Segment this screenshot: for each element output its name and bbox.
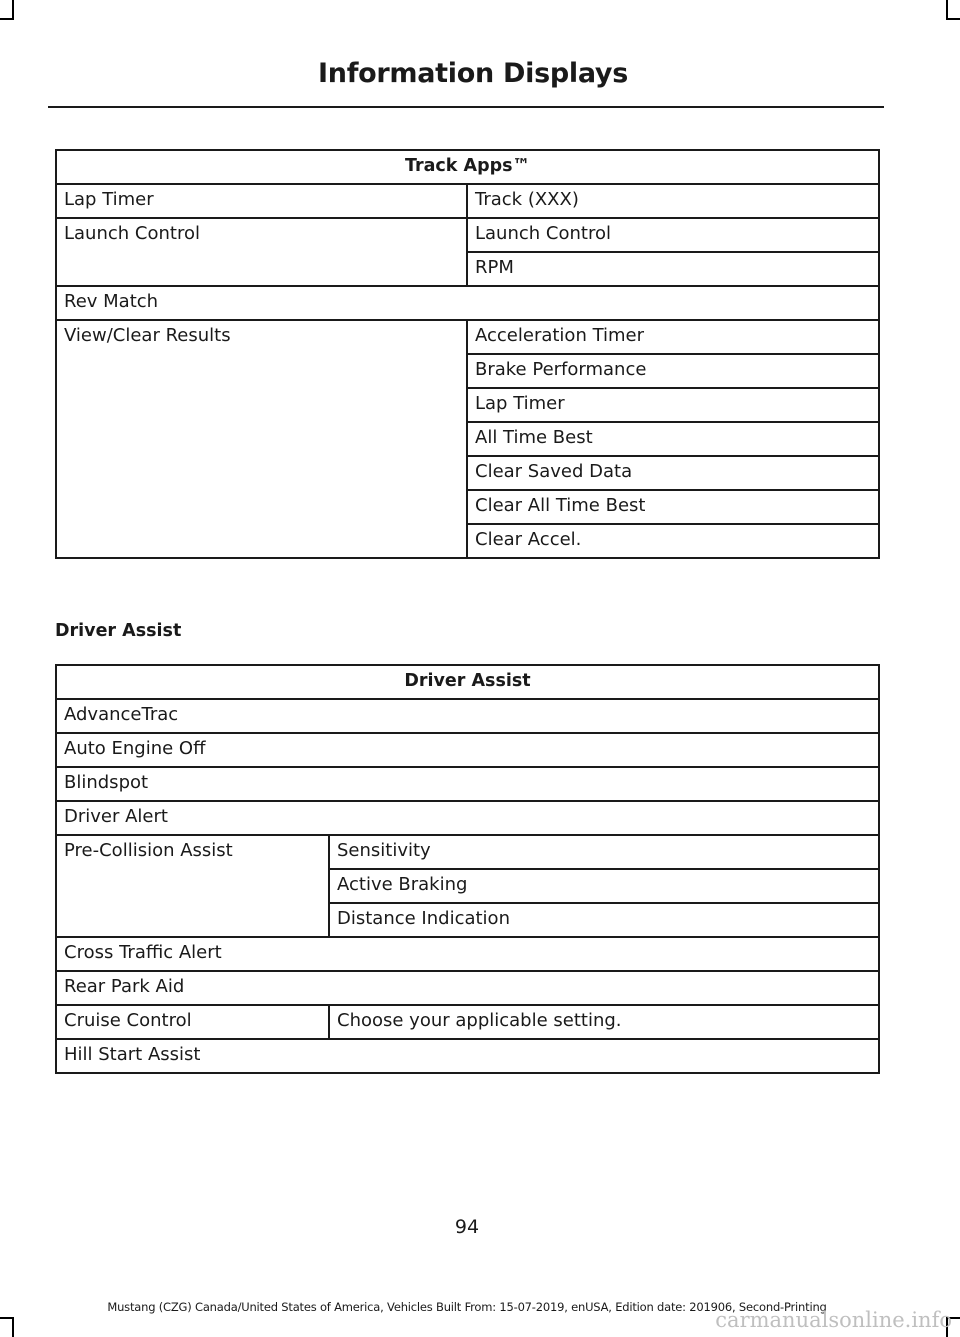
track-apps-table (55, 149, 880, 559)
page-title: Information Displays (318, 58, 628, 89)
footer-text: Mustang (CZG) Canada/United States of America, Vehicles Built From: 15-07-2019, enUSA, Edition date: 201906, Second-Printing (107, 1300, 827, 1314)
menu-item-rear-park-aid: Rear Park Aid (56, 971, 879, 1005)
option-track: Track (XXX) (467, 184, 879, 218)
menu-item-cross-traffic-alert: Cross Traffic Alert (56, 937, 879, 971)
option-distance-indication: Distance Indication (329, 903, 879, 937)
menu-item-rev-match: Rev Match (56, 286, 879, 320)
menu-item-blindspot: Blindspot (56, 767, 879, 801)
menu-item-auto-engine-off: Auto Engine Off (56, 733, 879, 767)
option-all-time-best: All Time Best (467, 422, 879, 456)
track-apps-header: Track Apps™ (56, 150, 879, 184)
menu-item-view-clear-results: View/Clear Results (56, 320, 467, 558)
option-lap-timer: Lap Timer (467, 388, 879, 422)
menu-item-hill-start-assist: Hill Start Assist (56, 1039, 879, 1073)
crop-mark-top-right (946, 0, 948, 20)
driver-assist-header: Driver Assist (56, 665, 879, 699)
option-clear-accel: Clear Accel. (467, 524, 879, 558)
section-heading-driver-assist: Driver Assist (55, 621, 182, 641)
crop-mark-bottom-left (12, 1317, 14, 1337)
menu-item-launch-control: Launch Control (56, 218, 467, 286)
driver-assist-table (55, 664, 880, 1074)
menu-item-advancetrac: AdvanceTrac (56, 699, 879, 733)
crop-mark-bottom-left-h (0, 1317, 14, 1319)
option-rpm: RPM (467, 252, 879, 286)
menu-item-lap-timer: Lap Timer (56, 184, 467, 218)
option-clear-saved-data: Clear Saved Data (467, 456, 879, 490)
menu-item-cruise-control: Cruise Control (56, 1005, 329, 1039)
menu-item-driver-alert: Driver Alert (56, 801, 879, 835)
watermark: carmanualsonline.info (715, 1308, 952, 1332)
crop-mark-top-left (12, 0, 14, 20)
option-applicable-setting: Choose your applicable setting. (329, 1005, 879, 1039)
title-divider (48, 106, 884, 108)
page-number: 94 (454, 1216, 480, 1238)
crop-mark-top-left-h (0, 18, 14, 20)
menu-item-pre-collision-assist: Pre-Collision Assist (56, 835, 329, 937)
option-sensitivity: Sensitivity (329, 835, 879, 869)
option-brake-performance: Brake Performance (467, 354, 879, 388)
option-launch-control: Launch Control (467, 218, 879, 252)
option-clear-all-time-best: Clear All Time Best (467, 490, 879, 524)
crop-mark-top-right-h (946, 18, 960, 20)
option-active-braking: Active Braking (329, 869, 879, 903)
option-acceleration-timer: Acceleration Timer (467, 320, 879, 354)
